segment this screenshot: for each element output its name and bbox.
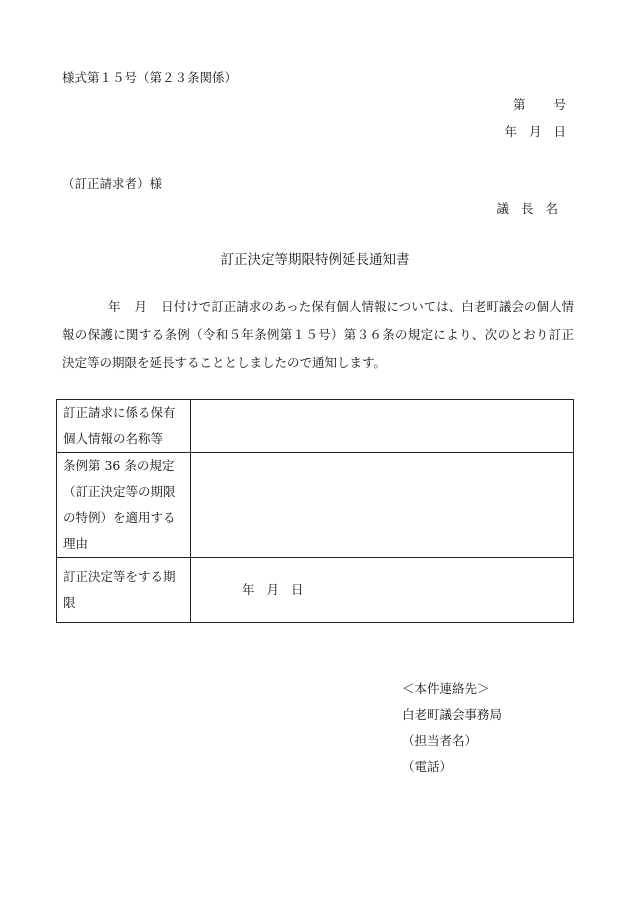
notice-body [62, 293, 574, 377]
form-number: 様式第１５号（第２３条関係） [62, 70, 238, 85]
issue-date: 年 月 日 [504, 124, 566, 139]
row-label-info-name: 訂正請求に係る保有個人情報の名称等 [57, 400, 191, 453]
body-text: 日付けで訂正請求のあった保有個人情報については、白老町議会の個人情報の保護に関する条例（令和５年条例第１５号）第３６条の規定により、次のとおり訂正決定等の期限を延長することとしましたので通知します。 [62, 299, 574, 370]
contact-block [402, 676, 602, 780]
contact-phone: （電話） [402, 759, 453, 774]
row-value-deadline [191, 558, 574, 623]
row-value-reason [191, 453, 574, 558]
table-row [57, 558, 574, 623]
info-table [56, 399, 574, 623]
table-row [57, 453, 574, 558]
contact-office: 白老町議会事務局 [402, 707, 503, 722]
contact-person: （担当者名） [402, 733, 478, 748]
addressee: （訂正請求者）様 [62, 176, 163, 191]
row-value-info-name [191, 400, 574, 453]
document-number: 第 号 [513, 97, 566, 112]
row-label-reason: 条例第 36 条の規定（訂正決定等の期限の特例）を適用する理由 [57, 453, 191, 558]
chairperson-name: 議 長 名 [496, 201, 558, 216]
row-label-deadline: 訂正決定等をする期限 [57, 558, 191, 623]
body-date-prefix: 年 月 [108, 299, 148, 314]
deadline-date: 年 月 日 [242, 582, 304, 597]
table-row [57, 400, 574, 453]
contact-heading: ＜本件連絡先＞ [402, 681, 490, 696]
document-title: 訂正決定等期限特例延長通知書 [220, 252, 410, 268]
